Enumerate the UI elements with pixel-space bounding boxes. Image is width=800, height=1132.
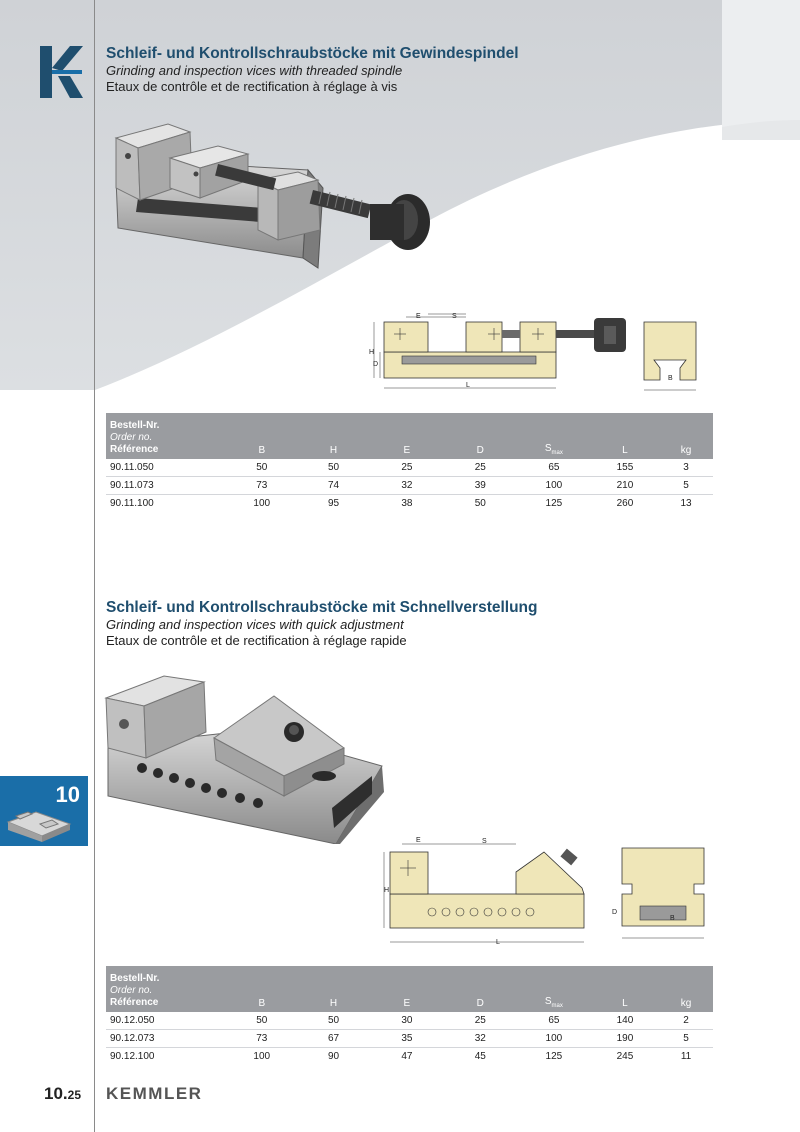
col-ref-fr: Référence [110, 997, 159, 1008]
p1-dim-H: H [369, 349, 375, 356]
cell-kg: 3 [683, 462, 689, 473]
table-row [106, 1012, 713, 1030]
p2-dim-D: D [612, 909, 618, 916]
vise-thumbnail-icon [6, 802, 72, 842]
product-1-title-de: Schleif- und Kontrollschraubstöcke mit Gewindespindel [106, 45, 519, 62]
product-2-title-fr: Etaux de contrôle et de rectification à réglage rapide [106, 633, 407, 648]
cell-H: 50 [327, 1015, 340, 1026]
p1-dim-S: S [452, 313, 457, 320]
product-2-photo [104, 668, 388, 844]
cell-B: 100 [253, 1051, 271, 1062]
cell-E: 35 [401, 1033, 413, 1044]
cell-ref: 90.11.100 [110, 498, 154, 509]
table-row [106, 477, 713, 495]
p1-dim-L: L [466, 382, 470, 389]
p2-dim-L: L [496, 939, 500, 946]
cell-kg: 5 [683, 1033, 689, 1044]
col-H: H [329, 998, 338, 1009]
table-header-row [106, 413, 713, 459]
cell-H: 74 [327, 480, 340, 491]
product-2-spec-table [106, 966, 713, 1065]
cell-E: 32 [401, 480, 413, 491]
col-E: E [403, 998, 411, 1009]
cell-Smax: 65 [548, 462, 560, 473]
cell-Smax: 125 [545, 1051, 563, 1062]
section-tab-number: 10 [55, 782, 80, 807]
product-1-title-en: Grinding and inspection vices with threaded spindle [106, 63, 403, 78]
cell-B: 73 [256, 1033, 268, 1044]
col-E: E [403, 445, 411, 456]
product-1-spec-table [106, 413, 713, 512]
cell-L: 155 [616, 462, 634, 473]
col-ref-fr: Référence [110, 444, 159, 455]
table-row [106, 459, 713, 477]
table-header-row [106, 966, 713, 1012]
product-1-photo [108, 118, 438, 278]
cell-E: 38 [401, 498, 413, 509]
col-ref-en: Order no. [110, 985, 153, 996]
p1-dim-E: E [416, 313, 421, 320]
cell-E: 25 [401, 462, 413, 473]
p2-dim-E: E [416, 837, 421, 844]
cell-Smax: 125 [545, 498, 563, 509]
col-S-label: S [544, 443, 552, 454]
p2-dim-B: B [670, 915, 675, 922]
p1-dim-D: D [373, 361, 379, 368]
cell-ref: 90.11.073 [110, 480, 154, 491]
cell-D: 32 [474, 1033, 486, 1044]
cell-D: 50 [474, 498, 486, 509]
cell-B: 73 [256, 480, 268, 491]
cell-Smax: 100 [545, 480, 563, 491]
table-row [106, 1030, 713, 1048]
col-ref-de: Bestell-Nr. [110, 420, 160, 431]
cell-B: 50 [256, 462, 268, 473]
cell-L: 260 [616, 498, 634, 509]
cell-L: 210 [616, 480, 634, 491]
p2-dim-H: H [384, 887, 390, 894]
cell-kg: 5 [683, 480, 689, 491]
page-number-minor: 25 [67, 1088, 81, 1102]
cell-H: 95 [327, 498, 340, 509]
col-D: D [476, 998, 484, 1009]
col-S-sub: max [551, 450, 563, 456]
section-tab[interactable] [0, 776, 88, 846]
cell-ref: 90.12.100 [110, 1051, 155, 1062]
cell-ref: 90.12.050 [110, 1015, 155, 1026]
cell-E: 30 [401, 1015, 413, 1026]
table-row [106, 1048, 713, 1066]
col-ref-de: Bestell-Nr. [110, 973, 160, 984]
product-2-title-en: Grinding and inspection vices with quick adjustment [106, 617, 404, 632]
cell-D: 25 [474, 1015, 486, 1026]
cell-B: 100 [253, 498, 271, 509]
cell-H: 50 [327, 462, 340, 473]
col-kg: kg [680, 445, 692, 456]
cell-ref: 90.11.050 [110, 462, 154, 473]
col-Smax [517, 966, 591, 1012]
cell-kg: 11 [680, 1051, 692, 1062]
brand-wordmark: KEMMLER [106, 1084, 203, 1103]
col-H: H [329, 445, 338, 456]
col-B: B [258, 445, 266, 456]
product-1-drawing [366, 308, 714, 398]
product-2-drawing [376, 832, 716, 958]
cell-L: 140 [616, 1015, 634, 1026]
col-D: D [476, 445, 484, 456]
cell-Smax: 100 [545, 1033, 563, 1044]
product-1-title-block [106, 44, 519, 95]
p1-dim-B: B [668, 375, 673, 382]
cell-ref: 90.12.073 [110, 1033, 155, 1044]
col-B: B [258, 998, 266, 1009]
product-2-title-de: Schleif- und Kontrollschraubstöcke mit Schnellverstellung [106, 599, 538, 616]
page-number-major: 10. [44, 1084, 68, 1103]
cell-B: 50 [256, 1015, 268, 1026]
table-row [106, 495, 713, 513]
cell-H: 67 [327, 1033, 340, 1044]
col-kg: kg [680, 998, 692, 1009]
page-number [44, 1084, 81, 1104]
cell-E: 47 [401, 1051, 413, 1062]
cell-kg: 2 [683, 1015, 689, 1026]
col-Smax [517, 413, 591, 459]
page-margin-line [94, 0, 95, 1132]
col-ref [106, 966, 227, 1012]
col-ref-en: Order no. [110, 432, 153, 443]
product-2-title-block [106, 598, 538, 649]
col-ref [106, 413, 227, 459]
col-L: L [622, 445, 628, 456]
p2-dim-S: S [482, 838, 487, 845]
cell-Smax: 65 [548, 1015, 560, 1026]
cell-kg: 13 [680, 498, 692, 509]
cell-L: 245 [616, 1051, 634, 1062]
col-L: L [622, 998, 628, 1009]
cell-D: 39 [474, 480, 486, 491]
product-1-title-fr: Etaux de contrôle et de rectification à réglage à vis [106, 79, 398, 94]
col-S-sub: max [551, 1003, 563, 1009]
cell-D: 25 [474, 462, 486, 473]
kemmler-logo [38, 44, 84, 100]
col-S-label: S [544, 996, 552, 1007]
cell-L: 190 [616, 1033, 634, 1044]
cell-H: 90 [327, 1051, 340, 1062]
cell-D: 45 [474, 1051, 486, 1062]
